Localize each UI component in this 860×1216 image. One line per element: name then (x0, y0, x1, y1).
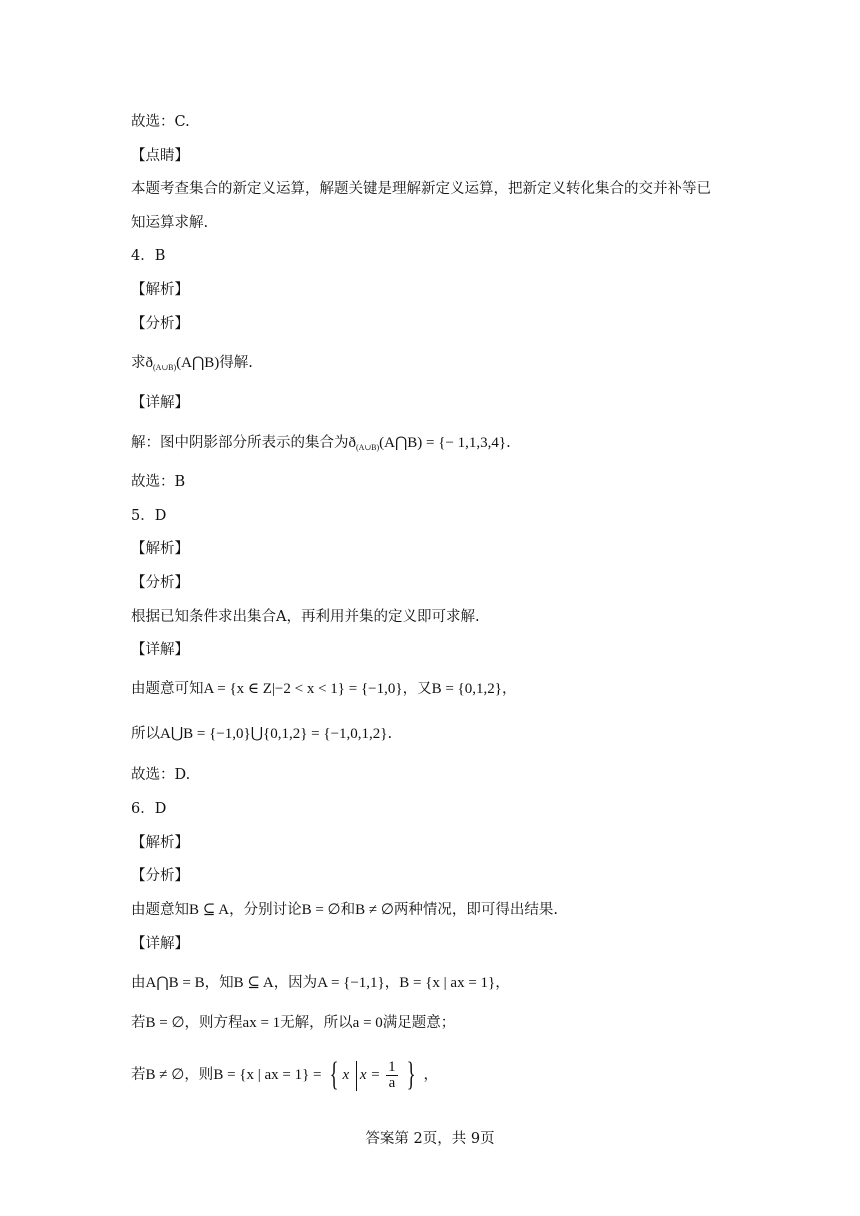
section-label: 【解析】 (131, 835, 189, 851)
text: 由 (131, 975, 146, 991)
section-label: 【详解】 (131, 395, 189, 411)
formula: B = {0,1,2} (431, 681, 502, 697)
formula: B ≠ ∅ (145, 1066, 185, 1083)
formula: B ≠ ∅ (355, 902, 394, 918)
text-line (131, 900, 558, 920)
section-label: 【分析】 (131, 575, 189, 591)
text: 解：图中阴影部分所表示的集合为 (131, 435, 349, 451)
text-line: 本题考查集合的新定义运算，解题关键是理解新定义运算，把新定义转化集合的交并补等已 (131, 181, 711, 197)
right-brace: } (407, 1055, 417, 1093)
text: ， (384, 975, 400, 991)
formula: B = ∅ (145, 1015, 185, 1031)
formula: B ⊆ A (233, 975, 274, 991)
formula: (A⋂B) = {− 1,1,3,4} (379, 435, 507, 451)
text: 求 (131, 355, 146, 371)
question-answer: 5．D (131, 508, 167, 524)
text-line (131, 973, 510, 993)
text-line: 根据已知条件求出集合A，再利用并集的定义即可求解. (131, 609, 480, 625)
section-label: 【详解】 (131, 642, 189, 658)
section-label: 【分析】 (131, 316, 189, 332)
question-answer: 4．B (131, 248, 166, 264)
text: 两种情况，即可得出结果. (393, 902, 559, 918)
text: 若 (131, 1066, 146, 1083)
text: ， (423, 1066, 438, 1083)
complement-symbol: ð (348, 435, 356, 451)
formula: B ⊆ A (189, 902, 230, 918)
question-answer: 6．D (131, 801, 167, 817)
fraction (386, 1060, 398, 1091)
separator-bar (356, 1061, 357, 1091)
set-builder (326, 1055, 423, 1093)
text: ，知 (204, 975, 234, 991)
subscript: (A∪B) (356, 443, 380, 452)
text-line: 故选：D. (131, 767, 191, 783)
text-line (131, 679, 516, 699)
formula: a = 0 (352, 1015, 383, 1031)
text-line: 知运算求解. (131, 215, 209, 231)
text-line: 故选：B (131, 474, 186, 490)
formula: B = ∅ (301, 902, 341, 918)
text: 由题意知 (131, 902, 189, 918)
text: 由题意可知 (131, 681, 204, 697)
formula: B = {x | ax = 1} (399, 975, 496, 991)
section-label: 【分析】 (131, 868, 189, 884)
text: 得解. (219, 355, 253, 371)
text-line (131, 1055, 438, 1093)
formula: A⋃B = {−1,0}⋃{0,1,2} = {−1,0,1,2} (160, 726, 388, 742)
formula: A = {−1,1} (317, 975, 385, 991)
text: ，因为 (273, 975, 318, 991)
text: ，则 (184, 1066, 214, 1083)
text-line (131, 1013, 455, 1033)
text-line (131, 724, 392, 744)
section-label: 【点睛】 (131, 148, 189, 164)
text: ， (501, 681, 517, 697)
text: ，又 (402, 681, 432, 697)
formula: A = {x ∈ Z|−2 < x < 1} = {−1,0} (203, 681, 403, 697)
denominator: a (388, 1075, 396, 1091)
text: 若 (131, 1015, 146, 1031)
text: . (387, 726, 393, 742)
numerator: 1 (388, 1059, 396, 1075)
formula: x = (359, 1066, 381, 1083)
formula: A⋂B = B (145, 975, 205, 991)
text: 和 (340, 902, 356, 918)
text-line (131, 353, 253, 378)
formula: ax = 1 (242, 1015, 281, 1031)
left-brace: { (329, 1055, 339, 1093)
text: . (506, 435, 511, 451)
formula: B = {x | ax = 1} = (213, 1066, 322, 1083)
section-label: 【详解】 (131, 936, 189, 952)
text-line (131, 433, 511, 458)
text: 满足题意； (382, 1015, 456, 1031)
text: ，分别讨论 (229, 902, 302, 918)
subscript: (A∪B) (153, 363, 177, 372)
section-label: 【解析】 (131, 541, 189, 557)
page-footer: 答案第 2页，共 9页 (365, 1131, 495, 1147)
text: 所以 (131, 726, 160, 742)
text-line: 故选：C. (131, 114, 190, 130)
formula: (A⋂B) (176, 355, 220, 371)
text: 无解，所以 (280, 1015, 353, 1031)
text: ，则方程 (184, 1015, 243, 1031)
complement-symbol: ð (145, 355, 153, 371)
text: ， (495, 975, 510, 991)
section-label: 【解析】 (131, 282, 189, 298)
variable: x (342, 1066, 350, 1083)
